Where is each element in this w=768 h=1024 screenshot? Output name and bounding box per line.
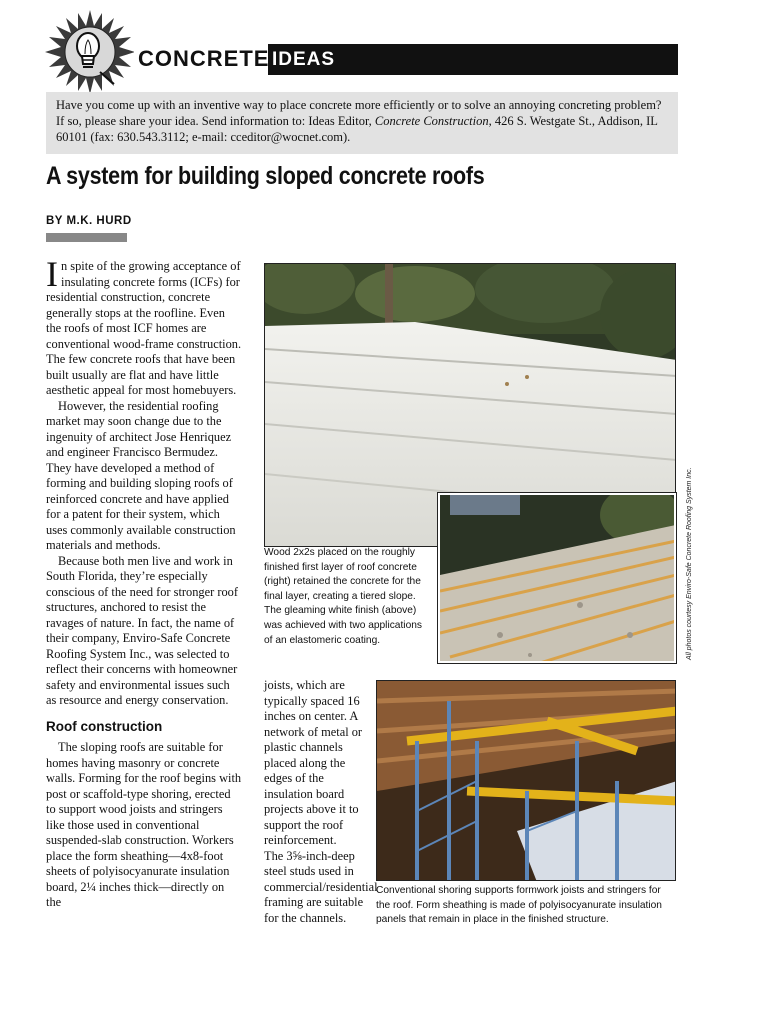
article-headline: A system for building sloped concrete roofs [46,162,485,190]
article-column-1 [46,254,242,911]
section-title-right: IDEAS [272,49,336,70]
byline-rule [46,233,127,242]
notice-text-b: , 426 S. Westgate St., Addison, IL 60101 (fax: 630.543.3112; e-mail: cceditor@wocnet.com). [56,114,658,144]
dropcap: I [46,254,58,294]
submission-notice [46,92,678,154]
article-column-2 [264,678,378,926]
photo-credit: All photos courtesy Enviro-Safe Concrete Roofing System Inc. [686,467,693,660]
photo-shoring-formwork [376,680,676,881]
paragraph-4: The sloping roofs are suitable for homes having masonry or concrete walls. Forming for the roof begins with post or scaffold-type shoring, erected to support wood joists and stringers like those used in conventional suspended-slab construction. Workers place the form sheathing—4x8-foot sheets of polyisocyanurate insulation board, 2¼ inches thick—directly on the [46,740,242,909]
lightbulb-logo-icon [44,10,136,94]
photo-first-layer-2x2s [438,493,676,663]
magazine-name: Concrete Construction [374,114,489,128]
paragraph-6: The 3⅝-inch-deep steel studs used in commercial/residential framing are suitable for the channels. [264,848,378,925]
paragraph-2: However, the residential roofing market may soon change due to the ingenuity of architect Jose Henriquez and engineer Francisco Bermudez. They have developed a method of forming and building sloping roofs of reinforced concrete and have applied for a patent for their system, which uses commonly available construction materials and methods. [46,398,236,552]
subhead-roof-construction: Roof construction [46,718,163,734]
byline: BY M.K. HURD [46,215,132,227]
paragraph-5: joists, which are typically spaced 16 inches on center. A network of metal or plastic channels placed along the edges of the insulation board projects above it to support the roof reinforcement. [264,678,363,847]
notice-text-a: Have you come up with an inventive way to place concrete more efficiently or to solve an annoying concreting problem? If so, please share your idea. Send information to: Ideas Editor, [56,98,662,128]
caption-shoring-photo: Conventional shoring supports formwork joists and stringers for the roof. Form sheathing is made of polyisocyanurate insulation panels that remain in place in the finished structure. [376,885,662,926]
paragraph-1: n spite of the growing acceptance of insulating concrete forms (ICFs) for residential construction, concrete generally stops at the roofline. Even the roofs of most ICF homes are conventional wood-frame construction. The few concrete roofs that have been built usually are flat and have little aesthetic appeal for most homebuyers. [46,259,242,397]
section-title-left: CONCRETE [138,46,270,71]
caption-roof-photos: Wood 2x2s placed on the roughly finished first layer of roof concrete (right) retained the concrete for the final layer, creating a tiered slope. The gleaming white finish (above) was achieved with two applications of an elastomeric coating. [264,547,422,646]
paragraph-3: Because both men live and work in South Florida, they’re especially conscious of the need for stronger roof structures, anchored to resist the ravages of nature. In fact, the name of their company, Enviro-Safe Concrete Roofing System Inc., was selected to reflect their concerns with homeowner safety and environmental issues such as resource and energy conservation. [46,553,238,707]
